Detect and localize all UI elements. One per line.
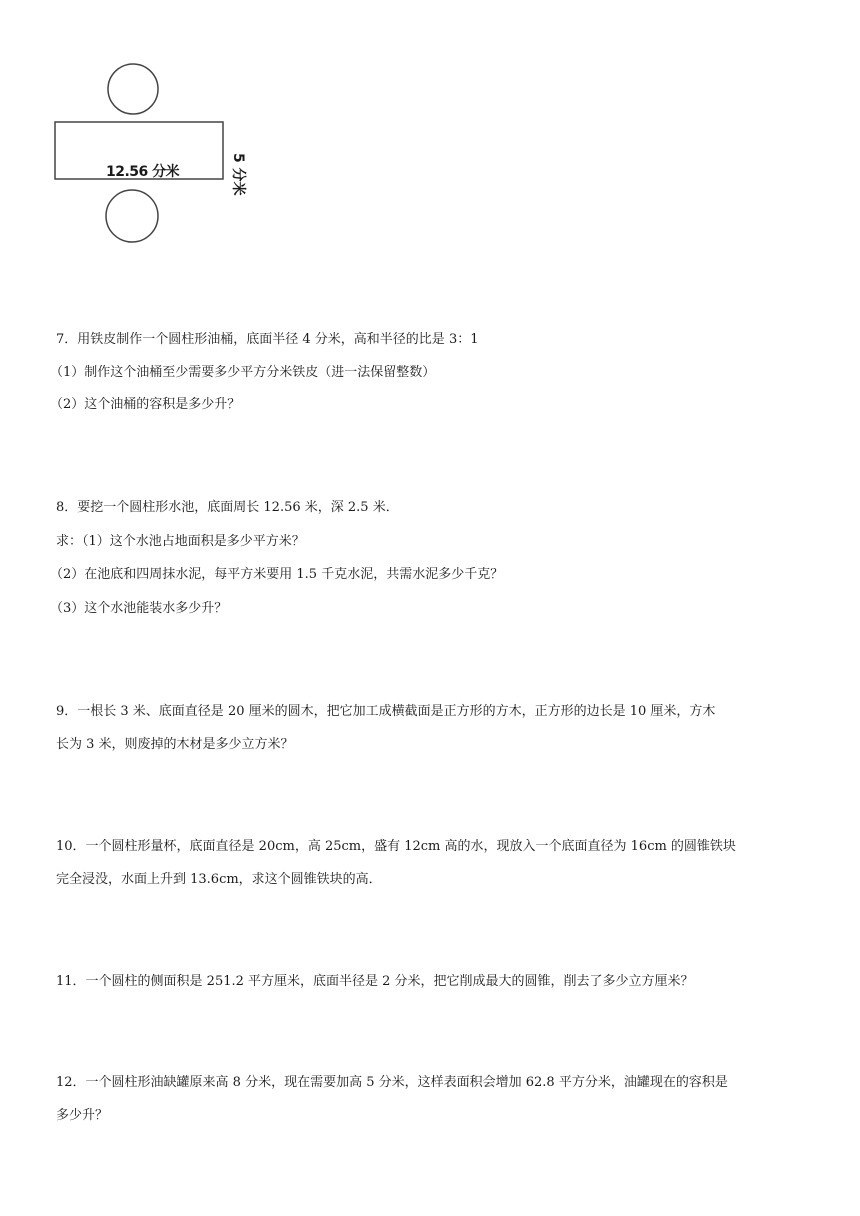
problem-7-line-3: （2）这个油桶的容积是多少升？ — [50, 397, 241, 412]
problem-12-line-1: 12．一个圆柱形油缺罐原来高 8 分米，现在需要加高 5 分米，这样表面积会增加 62.8 平方分米，油罐现在的容积是 — [56, 1075, 728, 1090]
top-base-circle — [108, 64, 158, 114]
problem-7-line-2: （1）制作这个油桶至少需要多少平方分米铁皮（进一法保留整数） — [50, 365, 436, 380]
problem-11-line-1: 11．一个圆柱的侧面积是 251.2 平方厘米，底面半径是 2 分米，把它削成最大的圆锥，削去了多少立方厘米？ — [56, 974, 694, 989]
cylinder-net-drawing — [50, 60, 260, 250]
problem-12-line-2: 多少升？ — [56, 1108, 109, 1123]
cylinder-net-figure — [50, 60, 260, 250]
problem-8-line-1: 8．要挖一个圆柱形水池，底面周长 12.56 米，深 2.5 米． — [56, 500, 399, 515]
problem-10-line-1: 10．一个圆柱形量杯，底面直径是 20cm，高 25cm，盛有 12cm 高的水，现放入一个底面直径为 16cm 的圆锥铁块 — [56, 839, 736, 854]
problem-10-line-2: 完全浸没，水面上升到 13.6cm，求这个圆锥铁块的高． — [56, 872, 382, 887]
problem-9-line-1: 9．一根长 3 米、底面直径是 20 厘米的圆木，把它加工成横截面是正方形的方木，正方形的边长是 10 厘米，方木 — [56, 704, 716, 719]
problem-8-line-4: （3）这个水池能装水多少升？ — [50, 601, 228, 616]
circumference-label: 12.56 分米 — [106, 164, 180, 180]
problem-8-line-2: 求：（1）这个水池占地面积是多少平方米？ — [56, 534, 305, 549]
problem-8-line-3: （2）在池底和四周抹水泥，每平方米要用 1.5 千克水泥，共需水泥多少千克？ — [50, 567, 504, 582]
problem-9-line-2: 长为 3 米，则废掉的木材是多少立方米？ — [56, 737, 294, 752]
bottom-base-circle — [106, 190, 158, 242]
height-label: 5 分米 — [230, 153, 246, 196]
problem-7-line-1: 7．用铁皮制作一个圆柱形油桶，底面半径 4 分米，高和半径的比是 3：1 — [56, 332, 479, 347]
